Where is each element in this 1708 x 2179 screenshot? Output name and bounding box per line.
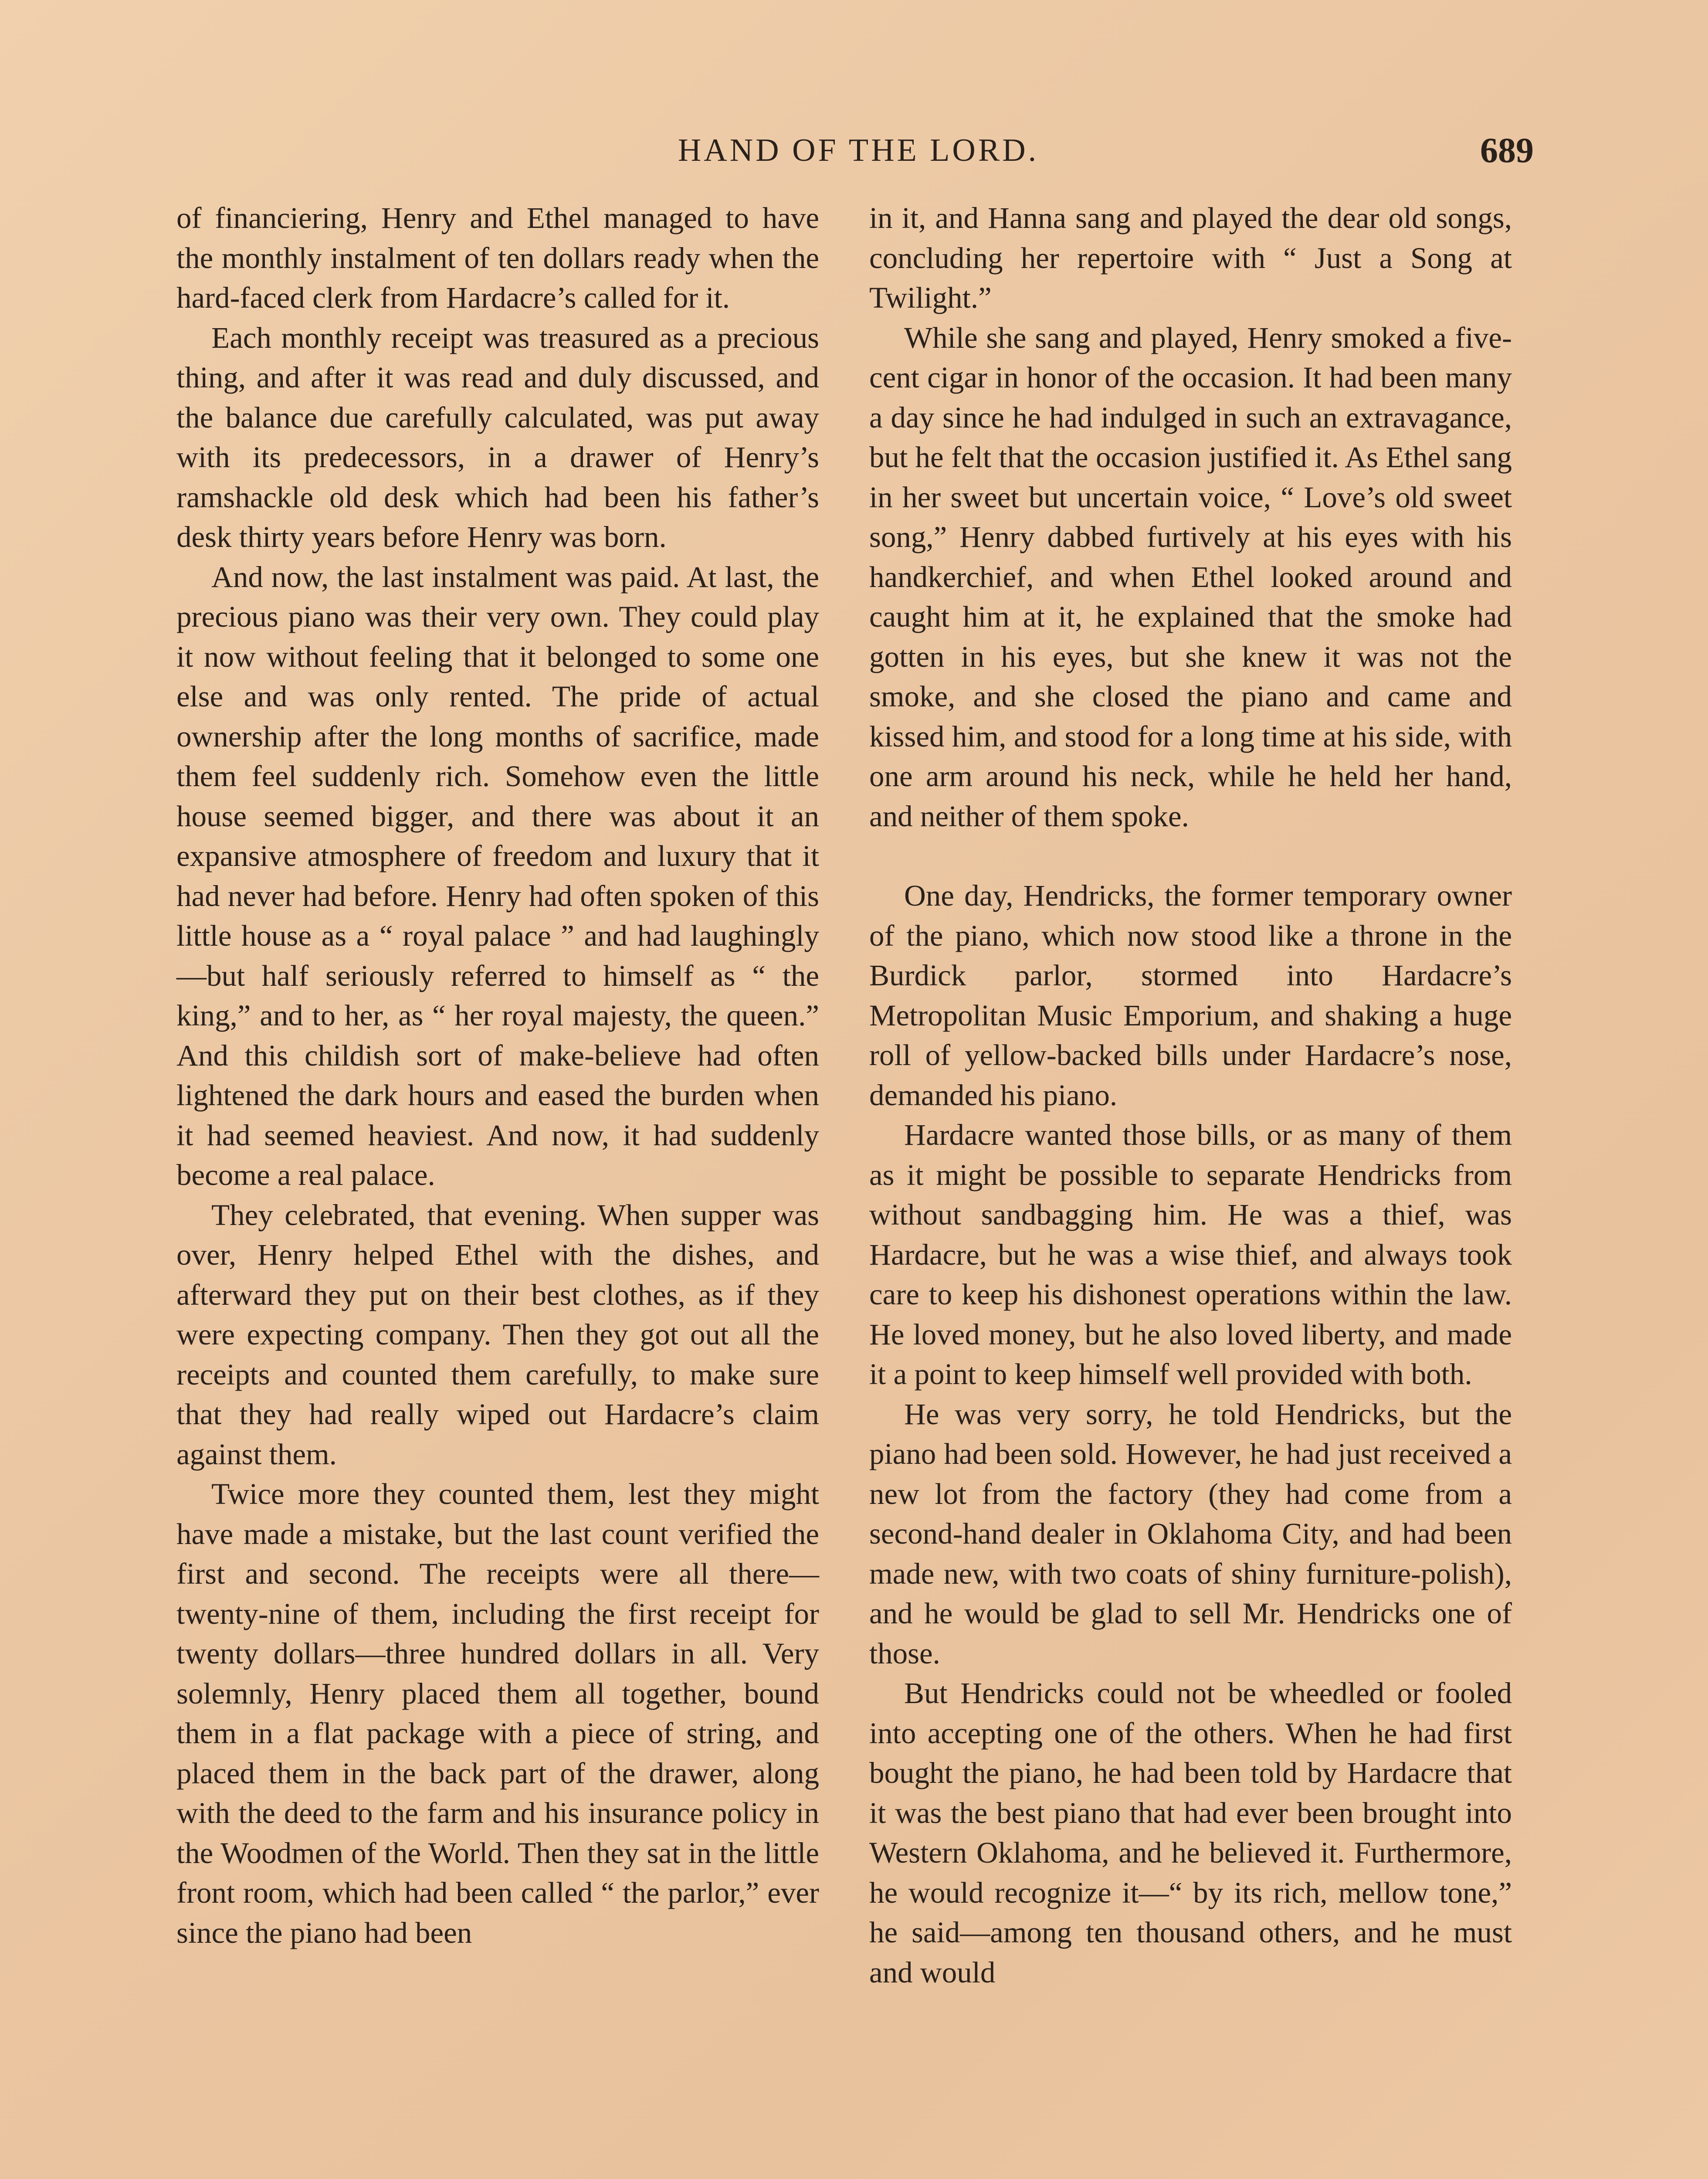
page-header (183, 124, 1534, 176)
paragraph: of financiering, Henry and Ethel managed to have the monthly instalment of ten dollars ready when the hard-faced clerk from Hardacre’s called for it. (176, 201, 819, 314)
paragraph: And now, the last instalment was paid. At last, the precious piano was their very own. They could play it now without feeling that it belonged to some one else and was only rented. The pride of actual ownership after the long months of sacrifice, made them feel suddenly rich. Somehow even the little house seemed bigger, and there was about it an expansive atmosphere of freedom and luxury that it had never had before. Henry had often spoken of this little house as a “ royal palace ” and had laughingly—but half seriously referred to himself as “ the king,” and to her, as “ her royal majesty, the queen.” And this childish sort of make-believe had often lightened the dark hours and eased the burden when it had seemed heaviest. And now, it had suddenly become a real palace. (176, 560, 819, 1191)
paragraph: Hardacre wanted those bills, or as many of them as it might be possible to separate Hendricks from without sandbagging him. He was a thief, was Hardacre, but he was a wise thief, and always took care to keep his dishonest operations within the law. He loved money, but he also loved liberty, and made it a point to keep himself well provided with both. (869, 1118, 1512, 1391)
paragraph: in it, and Hanna sang and played the dear old songs, concluding her repertoire with “ Just a Song at Twilight.” (869, 201, 1512, 314)
paragraph: While she sang and played, Henry smoked a five-cent cigar in honor of the occasion. It had been many a day since he had indulged in such an extravagance, but he felt that the occasion justified it. As Ethel sang in her sweet but uncertain voice, “ Love’s old sweet song,” Henry dabbed furtively at his eyes with his handkerchief, and when Ethel looked around and caught him at it, he explained that the smoke had gotten in his eyes, but she knew it was not the smoke, and she closed the piano and came and kissed him, and stood for a long time at his side, with one arm around his neck, while he held her hand, and neither of them spoke. (869, 321, 1512, 833)
right-column (869, 198, 1512, 1992)
paragraph: He was very sorry, he told Hendricks, but the piano had been sold. However, he had just received a new lot from the factory (they had come from a second-hand dealer in Oklahoma City, and had been made new, with two coats of shiny furniture-polish), and he would be glad to sell Mr. Hendricks one of those. (869, 1397, 1512, 1670)
left-column (176, 198, 819, 1953)
paragraph: Twice more they counted them, lest they might have made a mistake, but the last count verified the first and second. The receipts were all there—twenty-nine of them, including the first receipt for twenty dollars—three hundred dollars in all. Very solemnly, Henry placed them all together, bound them in a flat package with a piece of string, and placed them in the back part of the drawer, along with the deed to the farm and his insurance policy in the Woodmen of the World. Then they sat in the little front room, which had been called “ the parlor,” ever since the piano had been (176, 1477, 819, 1949)
paragraph: One day, Hendricks, the former temporary owner of the piano, which now stood like a throne in the Burdick parlor, stormed into Hardacre’s Metropolitan Music Emporium, and shaking a huge roll of yellow-backed bills under Hardacre’s nose, demanded his piano. (869, 879, 1512, 1112)
page-number: 689 (1480, 130, 1534, 170)
paragraph: But Hendricks could not be wheedled or fooled into accepting one of the others. When he had first bought the piano, he had been told by Hardacre that it was the best piano that had ever been brought into Western Oklahoma, and he believed it. Furthermore, he would recognize it—“ by its rich, mellow tone,” he said—among ten thousand others, and he must and would (869, 1677, 1512, 1989)
paragraph: They celebrated, that evening. When supper was over, Henry helped Ethel with the dishes, and afterward they put on their best clothes, as if they were expecting company. Then they got out all the receipts and counted them carefully, to make sure that they had really wiped out Hardacre’s claim against them. (176, 1198, 819, 1471)
paragraph: Each monthly receipt was treasured as a precious thing, and after it was read and duly discussed, and the balance due carefully calculated, was put away with its predecessors, in a drawer of Henry’s ramshackle old desk which had been his father’s desk thirty years before Henry was born. (176, 321, 819, 553)
running-head: HAND OF THE LORD. (678, 132, 1039, 168)
